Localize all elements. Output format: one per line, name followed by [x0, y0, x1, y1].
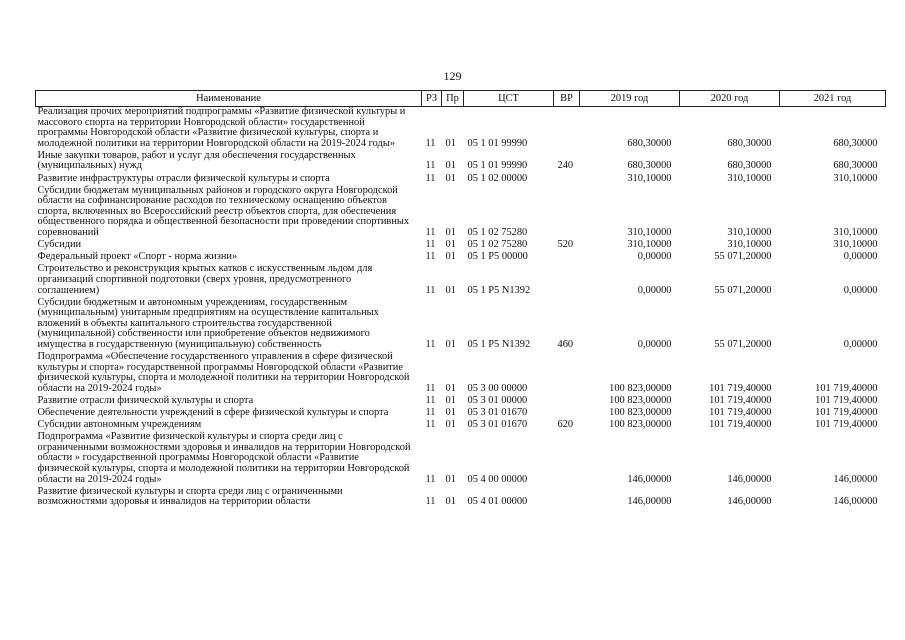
cell-2021: 680,30000 [833, 137, 878, 149]
cell-cst: 05 1 02 00000 [467, 172, 528, 184]
cell-rz: 11 [425, 473, 436, 485]
cell-2020: 310,10000 [727, 227, 772, 239]
cell-name: Иные закупки товаров, работ и услуг для обеспечения государственных (муниципальных) нужд [37, 149, 356, 172]
cell-2021: 310,10000 [833, 227, 878, 239]
cell-pr: 01 [445, 382, 456, 394]
cell-2020: 101 719,40000 [709, 382, 772, 394]
cell-2020: 310,10000 [727, 239, 772, 251]
cell-name: Обеспечение деятельности учреждений в сфере физической культуры и спорта [37, 407, 389, 419]
cell-vr [554, 396, 580, 408]
table-body [36, 107, 886, 510]
cell-pr: 01 [445, 394, 456, 406]
cell-vr [554, 107, 580, 151]
cell-name: Федеральный проект «Спорт - норма жизни» [37, 251, 238, 263]
cell-2021: 101 719,40000 [815, 394, 878, 406]
cell-name: Развитие отрасли физической культуры и спорта [37, 394, 254, 406]
cell-name: Строительство и реконструкция крытых катков с искусственным льдом для организаций спортивной подготовки (сверх уровня, предусмотренного соглашением) [37, 263, 373, 296]
cell-2021: 0,00000 [843, 251, 878, 263]
cell-name: Подпрограмма «Развитие физической культуры и спорта среди лиц с ограниченными возможностями здоровья и инвалидов на территории Новгородской области » государственной программы Новгородской области «Развитие физической культуры, спорта и молодежной политики на территории Новгородской области на 2019-2024 годы» [37, 431, 411, 485]
cell-vr [554, 264, 580, 297]
cell-vr: 240 [557, 160, 574, 172]
header-2020: 2020 год [680, 91, 780, 107]
header-pr: Пр [442, 91, 464, 107]
budget-table [35, 90, 886, 509]
cell-cst: 05 3 01 00000 [467, 394, 528, 406]
cell-pr: 01 [445, 239, 456, 251]
cell-2021: 101 719,40000 [815, 407, 878, 419]
cell-2019: 680,30000 [627, 160, 672, 172]
cell-2020: 146,00000 [727, 473, 772, 485]
cell-2020: 310,10000 [727, 172, 772, 184]
cell-2019: 0,00000 [637, 284, 672, 296]
cell-rz: 11 [425, 172, 436, 184]
cell-cst: 05 3 01 01670 [467, 419, 528, 431]
cell-name: Субсидии бюджетам муниципальных районов и городского округа Новгородской области на софинансирование расходов по техническому оснащению объектов спорта, включенных во Всероссийский реестр объектов спорта, для обеспечения общественного порядка и общественной безопасности при проведении спортивных соревнований [37, 184, 410, 239]
cell-rz: 11 [425, 382, 436, 394]
cell-2019: 310,10000 [627, 239, 672, 251]
cell-pr: 01 [445, 137, 456, 149]
cell-pr: 01 [445, 496, 456, 508]
cell-rz: 11 [425, 227, 436, 239]
cell-rz: 11 [425, 160, 436, 172]
cell-2020: 55 071,20000 [714, 284, 772, 296]
cell-2021: 0,00000 [843, 338, 878, 350]
cell-name: Развитие инфраструктуры отрасли физической культуры и спорта [37, 172, 330, 184]
header-name: Наименование [36, 91, 422, 107]
cell-2020: 55 071,20000 [714, 338, 772, 350]
cell-2020: 101 719,40000 [709, 419, 772, 431]
cell-vr [554, 432, 580, 486]
cell-pr: 01 [445, 473, 456, 485]
header-2021: 2021 год [780, 91, 886, 107]
cell-2019: 100 823,00000 [609, 419, 672, 431]
cell-pr: 01 [445, 284, 456, 296]
table-row [36, 107, 886, 151]
table-row [36, 352, 886, 396]
cell-cst: 05 1 P5 N1392 [467, 338, 531, 350]
cell-pr: 01 [445, 172, 456, 184]
cell-pr: 01 [445, 338, 456, 350]
table-row [36, 432, 886, 486]
cell-cst: 05 1 P5 00000 [467, 251, 528, 263]
cell-2020: 146,00000 [727, 496, 772, 508]
cell-vr [554, 252, 580, 264]
header-rz: РЗ [422, 91, 442, 107]
cell-2021: 310,10000 [833, 239, 878, 251]
cell-2021: 101 719,40000 [815, 382, 878, 394]
cell-vr [554, 352, 580, 396]
cell-name: Субсидии автономным учреждениям [37, 419, 202, 431]
header-cst: ЦСТ [464, 91, 554, 107]
cell-2021: 310,10000 [833, 172, 878, 184]
cell-2020: 680,30000 [727, 160, 772, 172]
cell-rz: 11 [425, 394, 436, 406]
cell-pr: 01 [445, 160, 456, 172]
cell-cst: 05 3 00 00000 [467, 382, 528, 394]
cell-2019: 100 823,00000 [609, 394, 672, 406]
table-row [36, 174, 886, 186]
cell-cst: 05 1 P5 N1392 [467, 284, 531, 296]
cell-name: Субсидии [37, 239, 82, 251]
cell-cst: 05 1 01 99990 [467, 137, 528, 149]
header-vr: ВР [554, 91, 580, 107]
cell-rz: 11 [425, 419, 436, 431]
page-number: 129 [443, 69, 462, 83]
cell-2020: 680,30000 [727, 137, 772, 149]
cell-pr: 01 [445, 407, 456, 419]
cell-rz: 11 [425, 251, 436, 263]
header-row [36, 91, 886, 107]
cell-vr: 620 [557, 419, 574, 431]
table-row [36, 264, 886, 297]
cell-cst: 05 4 00 00000 [467, 473, 528, 485]
cell-pr: 01 [445, 419, 456, 431]
cell-name: Реализация прочих мероприятий подпрограммы «Развитие физической культуры и массового спорта на территории Новгородской области» государственной программы Новгородской области «Развитие физической культуры, спорта и молодежной политики на территории Новгородской области на 2019-2024 годы» [37, 106, 406, 149]
table-row [36, 151, 886, 174]
cell-2019: 310,10000 [627, 227, 672, 239]
table-header [36, 91, 886, 107]
cell-pr: 01 [445, 227, 456, 239]
cell-2021: 146,00000 [833, 473, 878, 485]
cell-2019: 146,00000 [627, 496, 672, 508]
cell-vr: 520 [557, 239, 574, 251]
cell-name: Подпрограмма «Обеспечение государственного управления в сфере физической культуры и спорта» государственной программы Новгородской области «Развитие физической культуры, спорта и молодежной политики на территории Новгородской области на 2019-2024 годы» [37, 351, 410, 394]
cell-2019: 0,00000 [637, 251, 672, 263]
cell-2019: 100 823,00000 [609, 407, 672, 419]
cell-rz: 11 [425, 338, 436, 350]
cell-name: Развитие физической культуры и спорта среди лиц с ограниченными возможностями здоровья и инвалидов на территории области [37, 485, 343, 508]
cell-2020: 101 719,40000 [709, 407, 772, 419]
cell-2020: 101 719,40000 [709, 394, 772, 406]
cell-name: Субсидии бюджетным и автономным учреждениям, государственным (муниципальным) унитарным предприятиям на осуществление капитальных вложений в объекты капитального строительства государственной (муниципальной) собственности или приобретение объектов недвижимого имущества в государственную (муниципальную) собственность [37, 296, 379, 350]
cell-vr [554, 174, 580, 186]
cell-2020: 55 071,20000 [714, 251, 772, 263]
cell-cst: 05 3 01 01670 [467, 407, 528, 419]
cell-rz: 11 [425, 496, 436, 508]
cell-cst: 05 4 01 00000 [467, 496, 528, 508]
cell-cst: 05 1 02 75280 [467, 227, 528, 239]
header-2019: 2019 год [580, 91, 680, 107]
cell-rz: 11 [425, 239, 436, 251]
cell-2019: 0,00000 [637, 338, 672, 350]
table-row [36, 186, 886, 240]
cell-cst: 05 1 02 75280 [467, 239, 528, 251]
cell-2019: 146,00000 [627, 473, 672, 485]
cell-2021: 101 719,40000 [815, 419, 878, 431]
cell-2021: 0,00000 [843, 284, 878, 296]
cell-vr [554, 487, 580, 510]
cell-rz: 11 [425, 407, 436, 419]
cell-2019: 680,30000 [627, 137, 672, 149]
cell-vr: 460 [557, 338, 574, 350]
cell-rz: 11 [425, 137, 436, 149]
cell-rz: 11 [425, 284, 436, 296]
cell-2019: 100 823,00000 [609, 382, 672, 394]
cell-2021: 146,00000 [833, 496, 878, 508]
cell-2021: 680,30000 [833, 160, 878, 172]
cell-cst: 05 1 01 99990 [467, 160, 528, 172]
cell-2019: 310,10000 [627, 172, 672, 184]
table-row [36, 298, 886, 352]
table-row [36, 487, 886, 510]
cell-vr [554, 186, 580, 240]
cell-pr: 01 [445, 251, 456, 263]
